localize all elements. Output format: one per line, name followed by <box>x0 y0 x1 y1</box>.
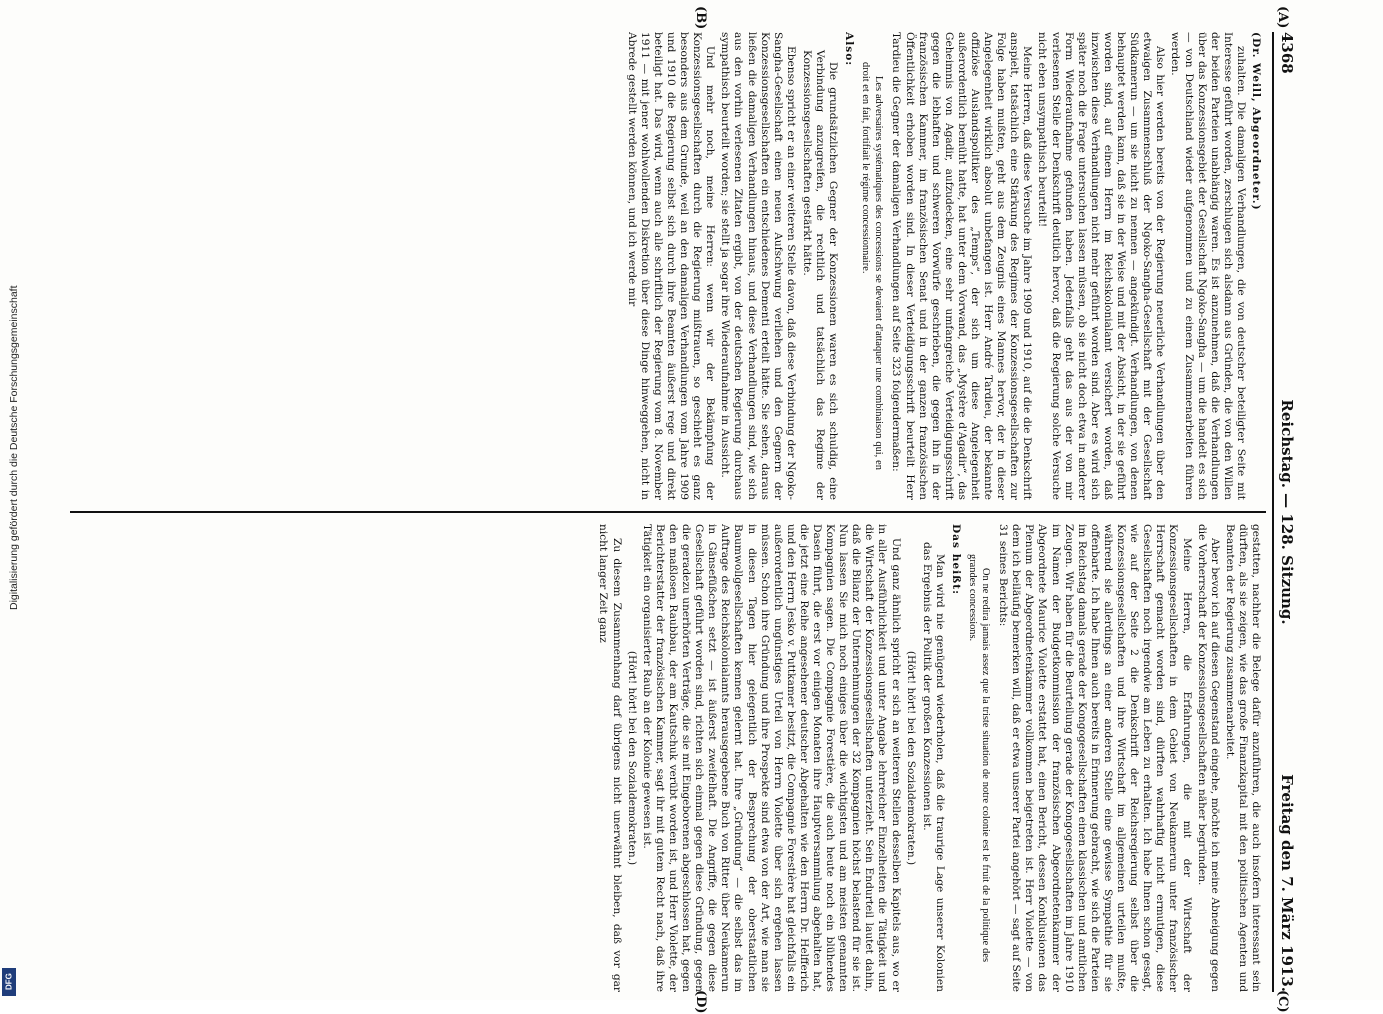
newspaper-page <box>58 6 1298 1014</box>
french-quote: Les adversaires systématiques des concessions se devaient d'attaquer une combinaison qui, en droit et en fait, fortifiait le régime concessionnaire. <box>860 62 885 470</box>
page-header <box>1272 32 1298 992</box>
page-number: 4368 <box>1278 32 1296 74</box>
margin-marker-a: (A) <box>1275 6 1290 29</box>
paragraph: gestatten, nachher die Belege dafür anzuführen, die auch insofern interessant sein dürften, als sie zeigen, wie das große Finanzkapital mit den politischen Agenten und Beamten der Regierung zusammenarbeitet. <box>1223 524 1262 992</box>
paragraph: Aber bevor ich auf diesen Gegenstand eingehe, möchte ich meine Abneigung gegen die Vorherrschaft der Konzessionsgesellschaften näher begründen. <box>1195 524 1221 992</box>
french-quote: On ne redira jamais assez que la triste situation de notre colonie est le fruit de la politique des grandes concessions. <box>967 554 992 962</box>
paragraph: Zu diesem Zusammenhang darf übrigens nicht unerwähnt bleiben, daß vor gar nicht langer Zeit ganz <box>597 524 623 992</box>
paragraph: Meine Herren, die Erfahrungen, die mit der Wirtschaft der Konzessionsgesellschaften in dem Gebiet von Neukamerun unter französischer Herrschaft gemacht worden sind, dürften wahrhaftig nicht ermutigen, diese Gesellschaften noch irgendwie am Leben zu erhalten. Ich habe Ihnen schon gesagt, wie auf der Seite 2 die Denkschrift der Reichsregierung selbst über die Konzessionsgesellschaften und ihre Wirtschaft im allgemeinen urteilen mußte, während sie allerdings an einer anderen Stelle eine gewisse Sympathie für sie offenbarte. Ich habe Ihnen auch bereits in Erinnerung gebracht, wie sich die Parteien im Reichstag damals gerade der Kongogesellschaften einen klassischen und amtlichen Zeugen. Wir haben für die Beurteilung gerade der Kongogesellschaften im Jahre 1910 im Namen der Budgetkommission der französischen Abgeordnetenkammer der Abgeordnete Maurice Violette erstattet hat, einen Bericht, dessen Konklusionen das Plenum der Abgeordnetenkammer vollkommen beigetreten ist. Herr Violette — von dem ich beiläufig bemerken will, daß er etwa unserer Partei angehört — sagt auf Seite 31 seines Berichts: <box>997 524 1193 992</box>
speaker-label: (Dr. Weill, Abgeordneter.) <box>1250 32 1262 211</box>
interjection: (Hört! hört! bei den Sozialdemokraten.) <box>904 650 917 866</box>
paragraph: Und ganz ähnlich spricht er sich an weiteren Stellen desselben Kapitels aus, wo er in aller Ausführlichkeit und unter Angabe lehrreicher Einzelheiten die Tätigkeit und die Wirtschaft der Konzessionsgesellschaften unterzieht. Sein Endurteil lautet dahin, daß die Bilanz der Unternehmungen der 32 Kompagnien höchst belastend für sie ist. Nun lassen Sie mich noch einiges über die wichtigsten und am meisten genannten Kompagnien sagen. Die Compagnie Forestière, die auch heute noch ein blühendes Dasein führt, die erst vor einigen Monaten ihre Hauptversammlung abgehalten hat, die jetzt eine Reihe angesehener deutscher Abgehalten wie den Herrn Dr. Helfferich und den Herrn Jesko v. Puttkamer besitzt, die Compagnie Forestière hat gleichfalls ein außerordentlich ungünstiges Urteil von Herrn Violette über sich ergehen lassen müssen. Schon ihre Gründung und ihre Prospekte sind etwa von der Art, wie man sie in diesen Tagen hier gelegentlich der Besprechung der oberstaatlichen Baumwollgesellschaften kennen gelernt hat. Ihre „Gründung“ — die selbst das im Auftrage des Reichskolonialamts herausgegebene Buch von Ritter über Neukamerun in Gänsefüßchen setzt — ist äußerst zweifelhaft. Die Angriffe, die gegen diese Gesellschaft geführt worden sind, richten sich einmal gegen diese Gründung, gegen die geradezu unerhörten Verträge, die sie mit Eingeborenen abgeschlossen hat, gegen den maßlosen Raubbau, der am Kautschuk verübt worden ist, und Herr Violette, der Berichterstatter der französischen Kammer, sagt ihr mit gutem Recht nach, daß ihre Tätigkeit ein organisierter Raub an der Kolonie gewesen ist. <box>640 524 902 992</box>
paragraph: Also hier werden bereits von der Regierung neuerliche Verhandlungen über den etwaigen Zusammenschluß der Ngoko-Sangha-Gesellschaft mit der Gesellschaft Südkamerun — um sie nicht zu nennen — angekündigt. Verhandlungen, von denen behauptet werden kann, daß sie in der Weise und mit der Absicht, in der sie geführt worden sind, auf einem Herrn im Reichskolonialamt versichert worden, daß inzwischen diese Verhandlungen nicht mehr geführt worden sind. Aber es wird sich später noch die Frage untersuchen lassen müssen, ob sie nicht doch etwa in anderer Form Wiederaufnahme gefunden haben. Jedenfalls geht das aus der von mir verlesenen Stelle der Denkschrift deutlich hervor, daß die Regierung solche Versuche nicht eben unsympathisch beurteilt! <box>1036 32 1167 500</box>
translated-quote: Die grundsätzlichen Gegner der Konzessionen waren es sich schuldig, eine Verbindung anzugreifen, die rechtlich und tatsächlich das Regime der Konzessionsgesellschaften gestärkt hätte. <box>800 50 840 500</box>
margin-marker-d: (D) <box>693 990 708 1014</box>
paragraph: Ebenso spricht er an einer weiteren Stelle davon, daß diese Verbindung der Ngoko-Sangha-Gesellschaft einen neuen Aufschwung verliehen und den Gegnern der Konzessionsgesellschaften ein entschiedenes Dementi erteilt hätte. Sie sehen, daraus ließen die damaligen Verhandlungen hinaus, und diese Verhandlungen sind, wie sich aus den vorhin verlesenen Zitaten ergibt, von der deutschen Regierung durchaus sympathisch beurteilt worden; sie stellt ja sogar ihre Wiederaufnahme in Aussicht. <box>719 32 797 500</box>
margin-marker-c: (C) <box>1275 990 1290 1013</box>
column-divider <box>70 511 1266 513</box>
digitization-credit: Digitalisierung gefördert durch die Deutsche Forschungsgemeinschaft <box>8 285 20 610</box>
paragraph: Meine Herren, daß diese Versuche im Jahre 1909 und 1910, auf die die Denkschrift anspielt, tatsächlich eine Stärkung des Regimes der Konzessionsgesellschaften zur Folge haben mußten, geht aus dem Zeugnis eines Mannes hervor, der in dieser Angelegenheit wirklich absolut unbefangen ist. Herr André Tardieu, der bekannte offiziöse Auslandspolitiker des „Temps“, der sich um diese Angelegenheit außerordentlich bemüht hatte, hat unter dem Vorwand, das „Mystère d'Agadir“, das Geheimnis von Agadir, aufzudecken, eine sehr umfangreiche Verteidigungsschrift gegen die lebhaften und schweren Vorwürfe geschrieben, die gegen ihn in der französischen Kammer, im französischen Senat und in der ganzen französischen Öffentlichkeit erhoben worden sind. In dieser Verteidigungsschrift beurteilt Herr Tardieu die Gegner der damaligen Verhandlungen auf Seite 323 folgendermaßen: <box>890 32 1034 500</box>
margin-marker-b: (B) <box>693 6 708 30</box>
translated-quote: Man wird nie genügend wiederholen, daß die traurige Lage unserer Kolonien das Ergebnis der Politik der großen Konzessionen ist. <box>920 542 946 992</box>
session-title: Reichstag. — 128. Sitzung. <box>1278 399 1296 625</box>
text-column-right <box>74 524 1262 992</box>
dfg-logo-icon: DFG <box>2 968 16 996</box>
paragraph: Und mehr noch, meine Herren: wenn wir der Bekämpfung der Konzessionsgesellschaften durch die Regierung mißtrauen, so geschieht es ganz besonders aus dem Grunde, weil an den damaligen Verhandlungen vom Jahre 1909 und 1910 die Regierung selbst sich durch ihre Beamten äußerst rege und direkt beteiligt hat. Das wird, wenn auch alle schriftlich der Regierung vom 8. November 1911 — mit jener wohlwollenden Diskretion über diese Dinge hinweggehen, nicht in Abrede gestellt werden können, und ich werde mir <box>625 32 717 500</box>
das-heisst-label: Das heißt: <box>949 524 962 596</box>
paragraph: zuhalten. Die damaligen Verhandlungen, die von deutscher beteiligter Seite mit Interesse geführt worden, zerschlugen sich alsdann aus Gründen, die von den Willen der beiden Parteien unabhängig waren. Es ist anzunehmen, daß die Verhandlungen über das Konzessionsgebiet der Gesellschaft Ngoko-Sangha — um die handelt es sich — von Deutschland wieder aufgenommen und zu einem Zusammenarbeiten führen werden. <box>1169 32 1247 500</box>
session-date: Freitag den 7. März 1913. <box>1278 774 1296 992</box>
text-column-left <box>74 32 1262 500</box>
interjection: (Hört! hört! bei den Sozialdemokraten.) <box>625 650 638 866</box>
also-label: Also: <box>843 32 856 67</box>
